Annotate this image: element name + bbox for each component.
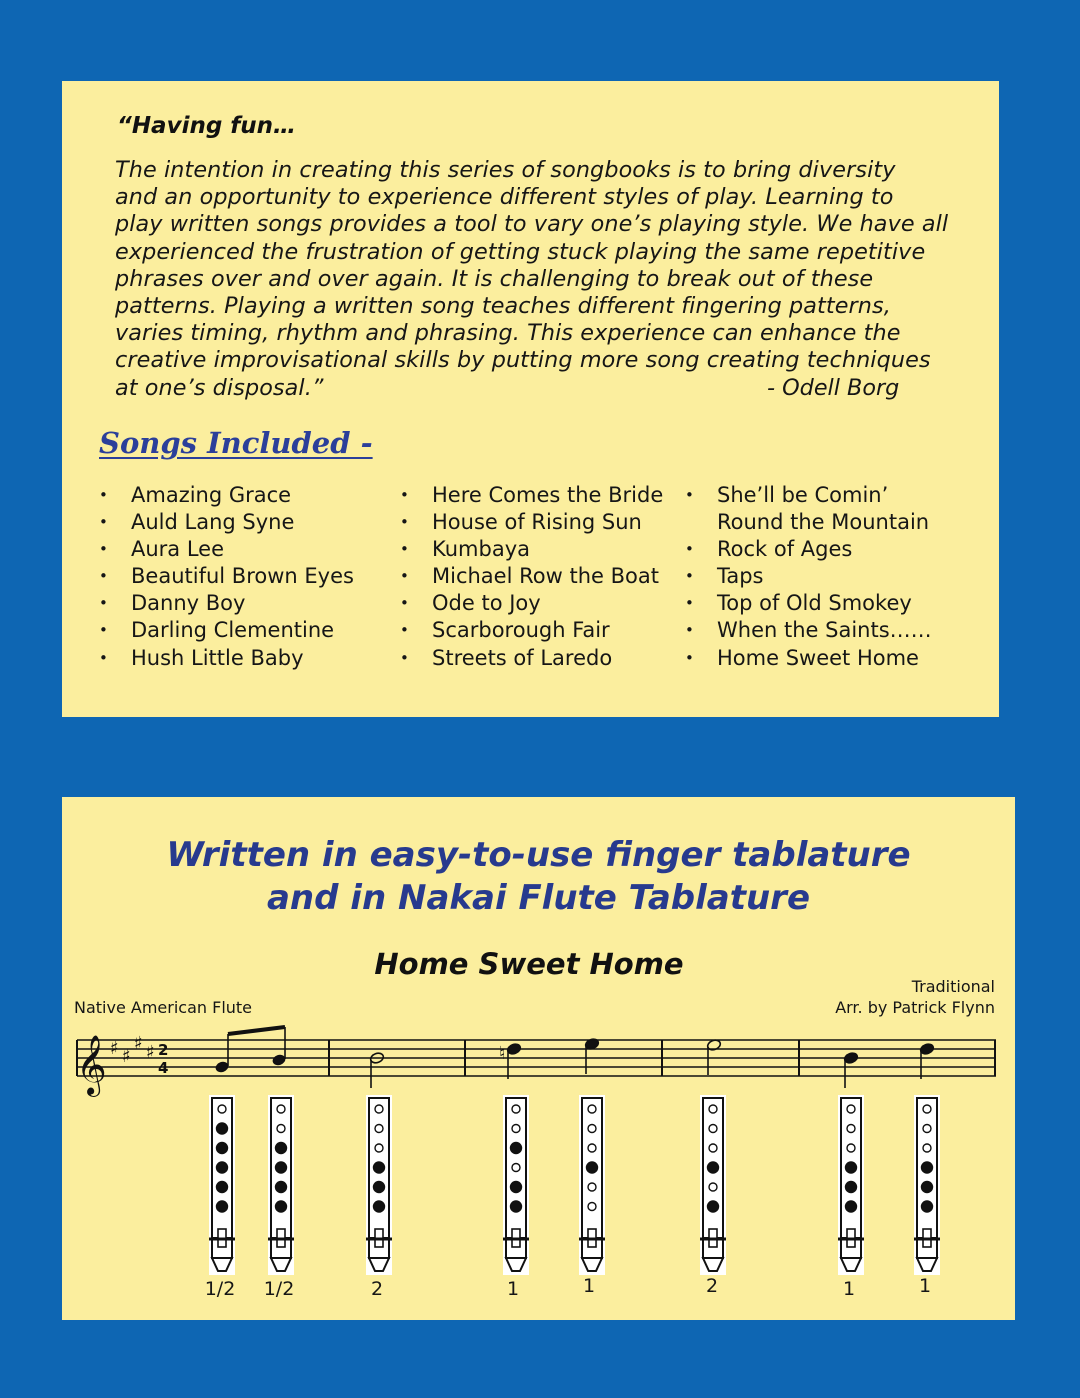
list-item bbox=[400, 645, 663, 672]
song-title: Hush Little Baby bbox=[131, 645, 304, 670]
beat-value: 1 bbox=[506, 1278, 520, 1300]
list-item bbox=[400, 509, 663, 536]
list-item bbox=[99, 509, 354, 536]
bullet: • bbox=[685, 621, 694, 640]
list-item bbox=[685, 617, 932, 644]
song-title: Taps bbox=[717, 564, 764, 589]
song-title: Amazing Grace bbox=[131, 483, 292, 507]
song-title: Aura Lee bbox=[131, 537, 225, 562]
list-item-continuation bbox=[685, 509, 932, 536]
beat-value: 1/2 bbox=[204, 1278, 236, 1300]
flute-fingering-icon bbox=[209, 1095, 235, 1275]
quote-line: and an opportunity to experience different styles of play. Learning to bbox=[115, 184, 894, 211]
song-title: Here Comes the Bride bbox=[432, 483, 664, 507]
list-item bbox=[99, 645, 354, 672]
sheet-song-title: Home Sweet Home bbox=[374, 947, 684, 981]
bullet: • bbox=[685, 540, 694, 559]
song-title: Streets of Laredo bbox=[432, 645, 613, 670]
song-title: Auld Lang Syne bbox=[131, 510, 295, 535]
flute-fingering-icon bbox=[268, 1095, 294, 1275]
list-item bbox=[685, 563, 932, 590]
quote-heading: “Having fun… bbox=[117, 113, 297, 139]
song-title: Kumbaya bbox=[432, 537, 530, 562]
bullet: • bbox=[400, 594, 409, 613]
music-staff bbox=[62, 797, 1015, 1320]
bullet: • bbox=[99, 621, 108, 640]
songs-title: Songs Included - bbox=[99, 426, 373, 460]
svg-text:♯: ♯ bbox=[146, 1042, 155, 1063]
song-title: Michael Row the Boat bbox=[432, 564, 659, 589]
song-list-column-3 bbox=[685, 482, 932, 672]
bullet: • bbox=[99, 513, 108, 532]
quote-line: phrases over and over again. It is challenging to break out of these bbox=[115, 265, 874, 292]
tablature-title-line1: Written in easy-to-use finger tablature bbox=[166, 835, 911, 875]
bullet: • bbox=[99, 486, 108, 504]
list-item bbox=[685, 536, 932, 563]
song-title: Round the Mountain bbox=[717, 510, 930, 535]
tablature-title-line2: and in Nakai Flute Tablature bbox=[266, 878, 811, 918]
credit-traditional: Traditional bbox=[911, 977, 995, 996]
song-title: Ode to Joy bbox=[432, 591, 541, 616]
svg-text:♯: ♯ bbox=[122, 1046, 131, 1067]
song-title: Danny Boy bbox=[131, 591, 246, 616]
bullet: • bbox=[400, 621, 409, 640]
svg-text:2: 2 bbox=[158, 1041, 169, 1059]
flute-fingering-icon bbox=[366, 1095, 392, 1275]
quote-line: creative improvisational skills by putting more song creating techniques bbox=[115, 347, 931, 374]
list-item bbox=[685, 482, 932, 509]
tablature-panel bbox=[62, 797, 1015, 1320]
beat-value: 1/2 bbox=[263, 1278, 295, 1300]
quote-line: patterns. Playing a written song teaches different fingering patterns, bbox=[115, 293, 891, 320]
quote-line: varies timing, rhythm and phrasing. This experience can enhance the bbox=[115, 320, 901, 347]
quote-line: play written songs provides a tool to vary one’s playing style. We have all bbox=[115, 211, 949, 238]
beat-value: 2 bbox=[370, 1278, 384, 1300]
list-item bbox=[400, 563, 663, 590]
flute-fingering-icon bbox=[503, 1095, 529, 1275]
bullet: • bbox=[99, 540, 108, 559]
svg-text:♯: ♯ bbox=[134, 1033, 143, 1054]
bullet: • bbox=[99, 567, 108, 586]
song-list-column-1 bbox=[99, 482, 354, 672]
song-title: When the Saints…… bbox=[717, 618, 932, 643]
list-item bbox=[400, 536, 663, 563]
song-title: House of Rising Sun bbox=[432, 510, 642, 535]
beat-value: 1 bbox=[842, 1278, 856, 1300]
treble-clef-icon: 𝄞 bbox=[76, 1035, 107, 1095]
flute-fingering-icon bbox=[838, 1095, 864, 1275]
flute-fingering-icon bbox=[700, 1095, 726, 1275]
svg-text:♯: ♯ bbox=[110, 1038, 119, 1059]
beat-value: 1 bbox=[582, 1275, 596, 1297]
list-item bbox=[99, 563, 354, 590]
svg-text:♮: ♮ bbox=[499, 1043, 506, 1064]
song-title: Top of Old Smokey bbox=[717, 591, 912, 616]
quote-author: - Odell Borg bbox=[767, 375, 900, 401]
list-item bbox=[99, 536, 354, 563]
credit-arranger: Arr. by Patrick Flynn bbox=[835, 998, 995, 1017]
bullet: • bbox=[685, 567, 694, 586]
song-title: Beautiful Brown Eyes bbox=[131, 564, 354, 589]
song-title: Scarborough Fair bbox=[432, 618, 610, 643]
list-item bbox=[400, 482, 663, 509]
song-title: Rock of Ages bbox=[717, 537, 853, 562]
beat-value: 1 bbox=[918, 1275, 932, 1297]
list-item bbox=[99, 482, 354, 509]
bullet: • bbox=[685, 594, 694, 613]
flute-fingering-icon bbox=[579, 1095, 605, 1275]
bullet: • bbox=[99, 594, 108, 613]
bullet: • bbox=[400, 540, 409, 559]
svg-text:4: 4 bbox=[158, 1059, 169, 1077]
song-title: She’ll be Comin’ bbox=[717, 483, 889, 507]
bullet: • bbox=[400, 648, 409, 667]
list-item bbox=[400, 590, 663, 617]
intro-panel bbox=[62, 81, 999, 717]
quote-line: The intention in creating this series of songbooks is to bring diversity bbox=[115, 157, 896, 183]
list-item bbox=[400, 617, 663, 644]
bullet: • bbox=[99, 648, 108, 667]
bullet: • bbox=[400, 513, 409, 532]
bullet: • bbox=[685, 648, 694, 667]
quote-line: experienced the frustration of getting stuck playing the same repetitive bbox=[115, 238, 926, 265]
quote-body bbox=[115, 157, 975, 402]
song-title: Darling Clementine bbox=[131, 618, 335, 643]
flute-fingering-icon bbox=[914, 1095, 940, 1275]
bullet: • bbox=[685, 486, 694, 504]
quote-line: at one’s disposal.” bbox=[115, 374, 324, 401]
list-item bbox=[685, 645, 932, 672]
list-item bbox=[685, 590, 932, 617]
song-list-column-2 bbox=[400, 482, 663, 672]
bullet: • bbox=[400, 486, 409, 504]
instrument-label: Native American Flute bbox=[74, 998, 253, 1017]
list-item bbox=[99, 590, 354, 617]
bullet: • bbox=[400, 567, 409, 586]
song-title: Home Sweet Home bbox=[717, 645, 919, 670]
beat-value: 2 bbox=[705, 1275, 719, 1297]
list-item bbox=[99, 617, 354, 644]
